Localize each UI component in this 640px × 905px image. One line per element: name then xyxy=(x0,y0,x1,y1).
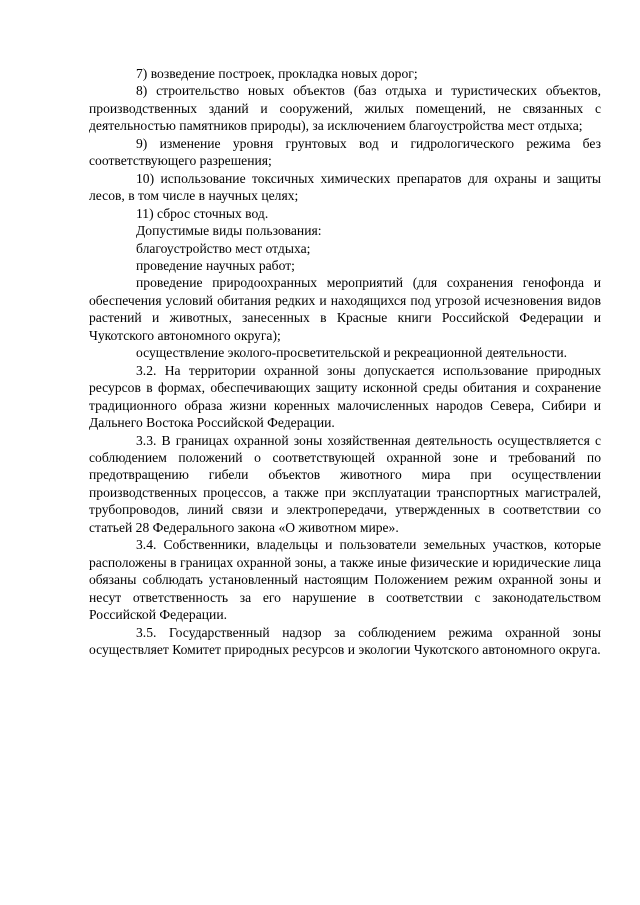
paragraph-item-10: 10) использование токсичных химических препаратов для охраны и защиты лесов, в том числе в научных целях; xyxy=(89,170,601,204)
permitted-use-item: проведение научных работ; xyxy=(136,257,295,273)
section-3-3: 3.3. В границах охранной зоны хозяйственная деятельность осуществляется с соблюдением положений о соответствующей охранной зоне и требований по предотвращению гибели объектов животного мира при осуществлении производственных процессов, а также при эксплуатации транспортных магистралей, трубопроводов, линий связи и электропередачи, утвержденных в соответствии со статьей 28 Федерального закона «О животном мире». xyxy=(89,432,601,535)
paragraph-item-11: 11) сброс сточных вод. xyxy=(136,205,269,221)
permitted-uses-heading: Допустимые виды пользования: xyxy=(136,223,322,239)
permitted-use-item: осуществление эколого-просветительской и рекреационной деятельности. xyxy=(136,345,568,361)
permitted-use-item: проведение природоохранных мероприятий (для сохранения генофонда и обеспечения условий обитания редких и находящихся под угрозой исчезновения видов растений и животных, занесенных в Красные книги Российской Федерации и Чукотского автономного округа); xyxy=(89,275,601,343)
section-3-4: 3.4. Собственники, владельцы и пользователи земельных участков, которые расположены в границах охранной зоны, а также иные физические и юридические лица обязаны соблюдать установленный настоящим Положением режим охранной зоны и несут ответственность за его нарушение в соответствии с законодательством Российской Федерации. xyxy=(89,537,601,623)
section-3-5: 3.5. Государственный надзор за соблюдением режима охранной зоны осуществляет Комитет природных ресурсов и экологии Чукотского автономного округа. xyxy=(89,624,601,657)
paragraph-item-9: 9) изменение уровня грунтовых вод и гидрологического режима без соответствующего разрешения; xyxy=(89,135,601,169)
paragraph-item-7: 7) возведение построек, прокладка новых дорог; xyxy=(136,66,418,81)
paragraph-item-8: 8) строительство новых объектов (баз отдыха и туристических объектов, производственных зданий и сооружений, жилых помещений, не связанных с деятельностью памятников природы), за исключением благоустройства мест отдыха; xyxy=(89,83,601,134)
permitted-use-item: благоустройство мест отдыха; xyxy=(136,240,311,256)
section-3-2: 3.2. На территории охранной зоны допускается использование природных ресурсов в формах, обеспечивающих защиту исконной среды обитания и сохранение традиционного образа жизни коренных малочисленных народов Севера, Сибири и Дальнего Востока Российской Федерации. xyxy=(89,362,601,431)
document-page xyxy=(89,65,601,658)
